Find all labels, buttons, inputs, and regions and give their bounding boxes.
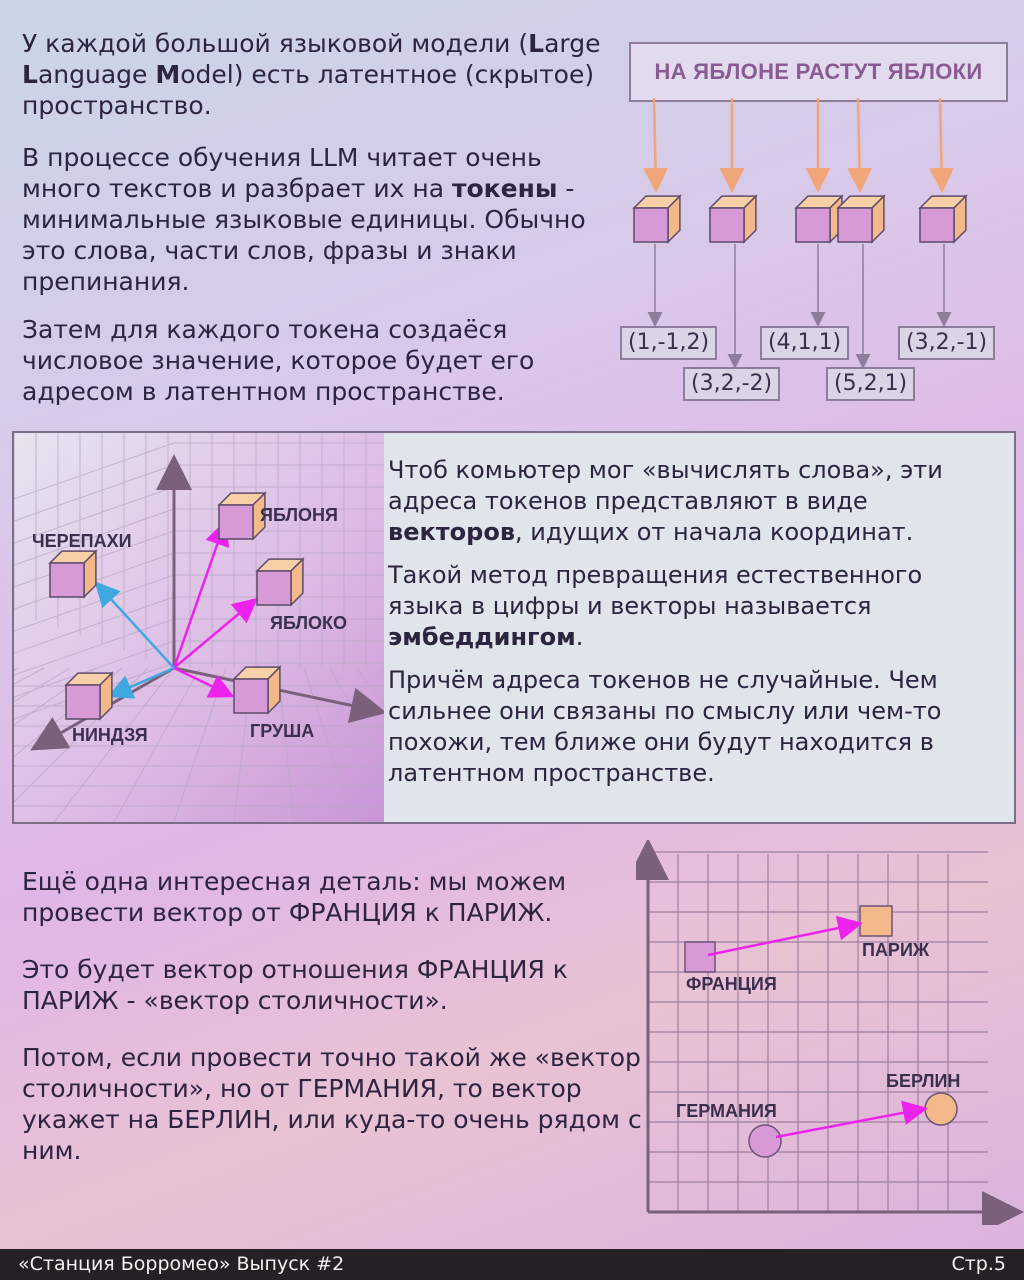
cube-apple (257, 559, 303, 605)
germany-circle (749, 1125, 781, 1157)
token-cube-2 (710, 196, 756, 242)
label-berlin: БЕРЛИН (886, 1071, 961, 1091)
coord-label-5: (3,2,-1) (898, 326, 995, 360)
label-france: ФРАНЦИЯ (686, 974, 777, 994)
token-cube-3 (796, 196, 842, 242)
token-arrow-1 (654, 98, 656, 188)
sentence-box: НА ЯБЛОНЕ РАСТУТ ЯБЛОКИ (629, 42, 1008, 102)
capital-vector-text: Ещё одна интересная деталь: мы можем провести вектор от ФРАНЦИЯ к ПАРИЖ. Это будет вектор отношения ФРАНЦИЯ к ПАРИЖ - «вектор столичности». Потом, если провести точно такой же «вектор столичности», но от ГЕРМАНИЯ, то вектор укажет на БЕРЛИН, или куда-то очень рядом с ним. (22, 867, 642, 1165)
cube-turtles (50, 551, 96, 597)
france-paris-vector (708, 924, 858, 955)
coord-label-1: (1,-1,2) (620, 326, 717, 360)
coord-label-2: (3,2,-2) (683, 367, 780, 401)
token-arrow-5 (940, 98, 942, 188)
intro-paragraph-2: В процессе обучения LLM читает очень много текстов и разбрает их на токены - минимальные языковые единицы. Обычно это слова, части слов, фразы и знаки препинания. (22, 143, 586, 296)
label-turtles: ЧЕРЕПАХИ (32, 531, 132, 551)
token-arrow-4 (858, 98, 860, 188)
tokenization-diagram (600, 98, 1024, 408)
label-pear: ГРУША (250, 721, 315, 741)
intro-paragraph-1: У каждой большой языковой модели (Large Language Model) есть латентное (скрытое) пространство. (22, 29, 601, 120)
coord-label-4: (5,2,1) (826, 367, 915, 401)
label-paris: ПАРИЖ (862, 940, 930, 960)
token-cube-4 (838, 196, 884, 242)
token-cube-5 (920, 196, 966, 242)
intro-paragraph-3: Затем для каждого токена создаёся числовое значение, которое будет его адресом в латентном пространстве. (22, 315, 535, 406)
page-number: Стр.5 (951, 1253, 1006, 1275)
cube-ninja (66, 673, 112, 719)
cube-apple-tree (219, 493, 265, 539)
footer-title: «Станция Борромео» Выпуск #2 (18, 1253, 345, 1275)
france-square (685, 942, 715, 972)
label-apple: ЯБЛОКО (270, 613, 348, 633)
berlin-circle (925, 1093, 957, 1125)
label-germany: ГЕРМАНИЯ (676, 1101, 777, 1121)
footer (0, 1249, 1024, 1280)
label-ninja: НИНДЗЯ (72, 725, 148, 745)
coord-label-3: (4,1,1) (760, 326, 849, 360)
capital-vector-grid (636, 840, 1024, 1225)
embedding-panel (12, 431, 1016, 824)
label-apple-tree: ЯБЛОНЯ (260, 505, 338, 525)
cube-pear (234, 667, 280, 713)
embedding-explanation: Чтоб комьютер мог «вычислять слова», эти адреса токенов представляют в виде векторов, идущих от начала координат. Такой метод превращения естественного языка в цифры и векторы называется эмбеддингом. Причём адреса токенов не случайные. Чем сильнее они связаны по смыслу или чем-то похожи, тем ближе они будут находится в латентном пространстве. (388, 456, 943, 787)
token-cube-1 (634, 196, 680, 242)
paris-square (860, 906, 892, 936)
